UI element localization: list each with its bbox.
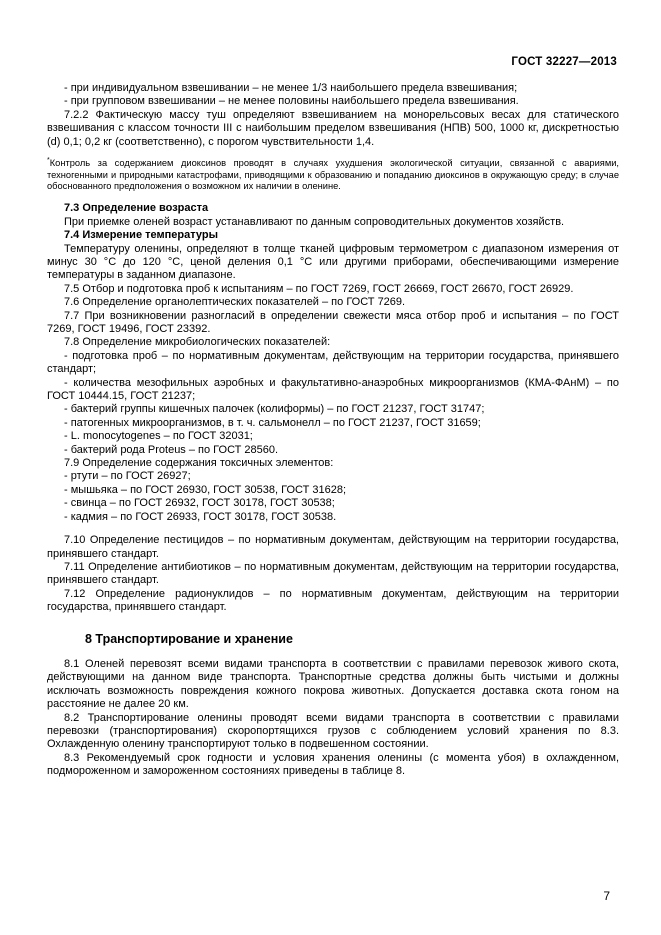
paragraph-8-1: 8.1 Оленей перевозят всеми видами транспорта в соответствии с правилами перевозок живого скота, действующими на данном виде транспорта. Транспортные средства должны быть чистыми и должны исключать возможность повреждения кожного покрова животных. Допускается доставка скота гоном на расстояние не далее 20 км. [47,657,619,711]
paragraph-7-3: При приемке оленей возраст устанавливают по данным сопроводительных документов хозяйств. [64,215,565,228]
paragraph-7-2-2: 7.2.2 Фактическую массу туш определяют взвешиванием на монорельсовых весах для статического взвешивания с классом точности III с наибольшим пределом взвешивания (НПВ) 500, 1000 кг, дискретностью (d) 0,1; 0,2 кг (соответственно), с порогом чувствительности 1,4. [47,108,619,148]
list-item-7-9-mercury: - ртути – по ГОСТ 26927; [64,470,191,483]
page-number: 7 [603,889,610,903]
paragraph-8-3: 8.3 Рекомендуемый срок годности и условия хранения оленины (с момента убоя) в охлажденном, подмороженном и замороженном состояниях приведены в таблице 8. [47,751,619,778]
doc-number: ГОСТ 32227—2013 [511,56,617,68]
list-item-7-9-lead: - свинца – по ГОСТ 26932, ГОСТ 30178, ГОСТ 30538; [64,497,335,510]
list-item-7-8-kmafanm: - количества мезофильных аэробных и факультативно-анаэробных микроорганизмов (КМА-ФАнМ) – по ГОСТ 10444.15, ГОСТ 21237; [47,376,619,403]
list-item-7-8-pathogenic: - патогенных микроорганизмов, в т. ч. сальмонелл – по ГОСТ 21237, ГОСТ 31659; [64,416,481,429]
document-body [47,82,619,779]
page-footer [603,889,610,903]
paragraph-7-10: 7.10 Определение пестицидов – по нормативным документам, действующим на территории государства, принявшего стандарт. [47,534,619,560]
paragraph-7-8: 7.8 Определение микробиологических показателей: [64,336,331,349]
footnote-dioxins [47,155,619,192]
paragraph-7-6: 7.6 Определение органолептических показателей – по ГОСТ 7269. [64,296,406,309]
list-item-group-weighing: - при групповом взвешивании – не менее половины наибольшего предела взвешивания. [64,95,519,108]
list-item-7-8-coliform: - бактерий группы кишечных палочек (колиформы) – по ГОСТ 21237, ГОСТ 31747; [64,403,485,416]
paragraph-7-7: 7.7 При возникновении разногласий в определении свежести мяса отбор проб и испытания – по ГОСТ 7269, ГОСТ 19496, ГОСТ 23392. [47,309,619,335]
heading-7-3: 7.3 Определение возраста [64,202,209,215]
paragraph-7-12: 7.12 Определение радионуклидов – по нормативным документам, действующим на территории государства, принявшего стандарт. [47,587,619,614]
list-item-7-8-monocytogenes: - L. monocytogenes – по ГОСТ 32031; [64,430,253,443]
paragraph-8-2: 8.2 Транспортирование оленины проводят всеми видами транспорта в соответствии с правилами перевозки (транспортирования) скоропортящихся грузов с соблюдением условий хранения по 8.3. Охлажденную оленину транспортируют только в подвешенном состоянии. [47,711,619,751]
footnote-text: Контроль за содержанием диоксинов проводят в случаях ухудшения экологической ситуации, связанной с авариями, техногенными и природными катастрофами, приводящими к образованию и попаданию диоксинов в окружающую среду; в случае обоснованного предположения о возможном их наличии в оленине. [47,158,619,191]
footnote-marker: * [47,157,50,165]
paragraph-7-11: 7.11 Определение антибиотиков – по нормативным документам, действующим на территории государства, принявшего стандарт. [47,560,619,587]
list-item-7-8-proteus: - бактерий рода Proteus – по ГОСТ 28560. [64,443,279,456]
section-heading-8: 8 Транспортирование и хранение [85,631,293,646]
list-item-7-9-arsenic: - мышьяка – по ГОСТ 26930, ГОСТ 30538, ГОСТ 31628; [64,483,347,496]
list-item-7-9-cadmium: - кадмия – по ГОСТ 26933, ГОСТ 30178, ГОСТ 30538. [64,510,337,523]
page-header [47,56,617,68]
list-item-7-8-sample-prep: - подготовка проб – по нормативным документам, действующим на территории государства, принявшего стандарт; [47,349,619,376]
list-item-individual-weighing: - при индивидуальном взвешивании – не менее 1/3 наибольшего предела взвешивания; [64,82,518,94]
paragraph-7-4: Температуру оленины, определяют в толще тканей цифровым термометром с диапазоном измерения от минус 30 °С до 120 °С, ценой деления 0,1 °С или другими приборами, обеспечивающими измерение температуры в заданном диапазоне. [47,242,619,282]
paragraph-7-9: 7.9 Определение содержания токсичных элементов: [64,457,334,470]
paragraph-7-5: 7.5 Отбор и подготовка проб к испытаниям – по ГОСТ 7269, ГОСТ 26669, ГОСТ 26670, ГОСТ 26929. [64,282,574,295]
heading-7-4: 7.4 Измерение температуры [64,229,218,242]
